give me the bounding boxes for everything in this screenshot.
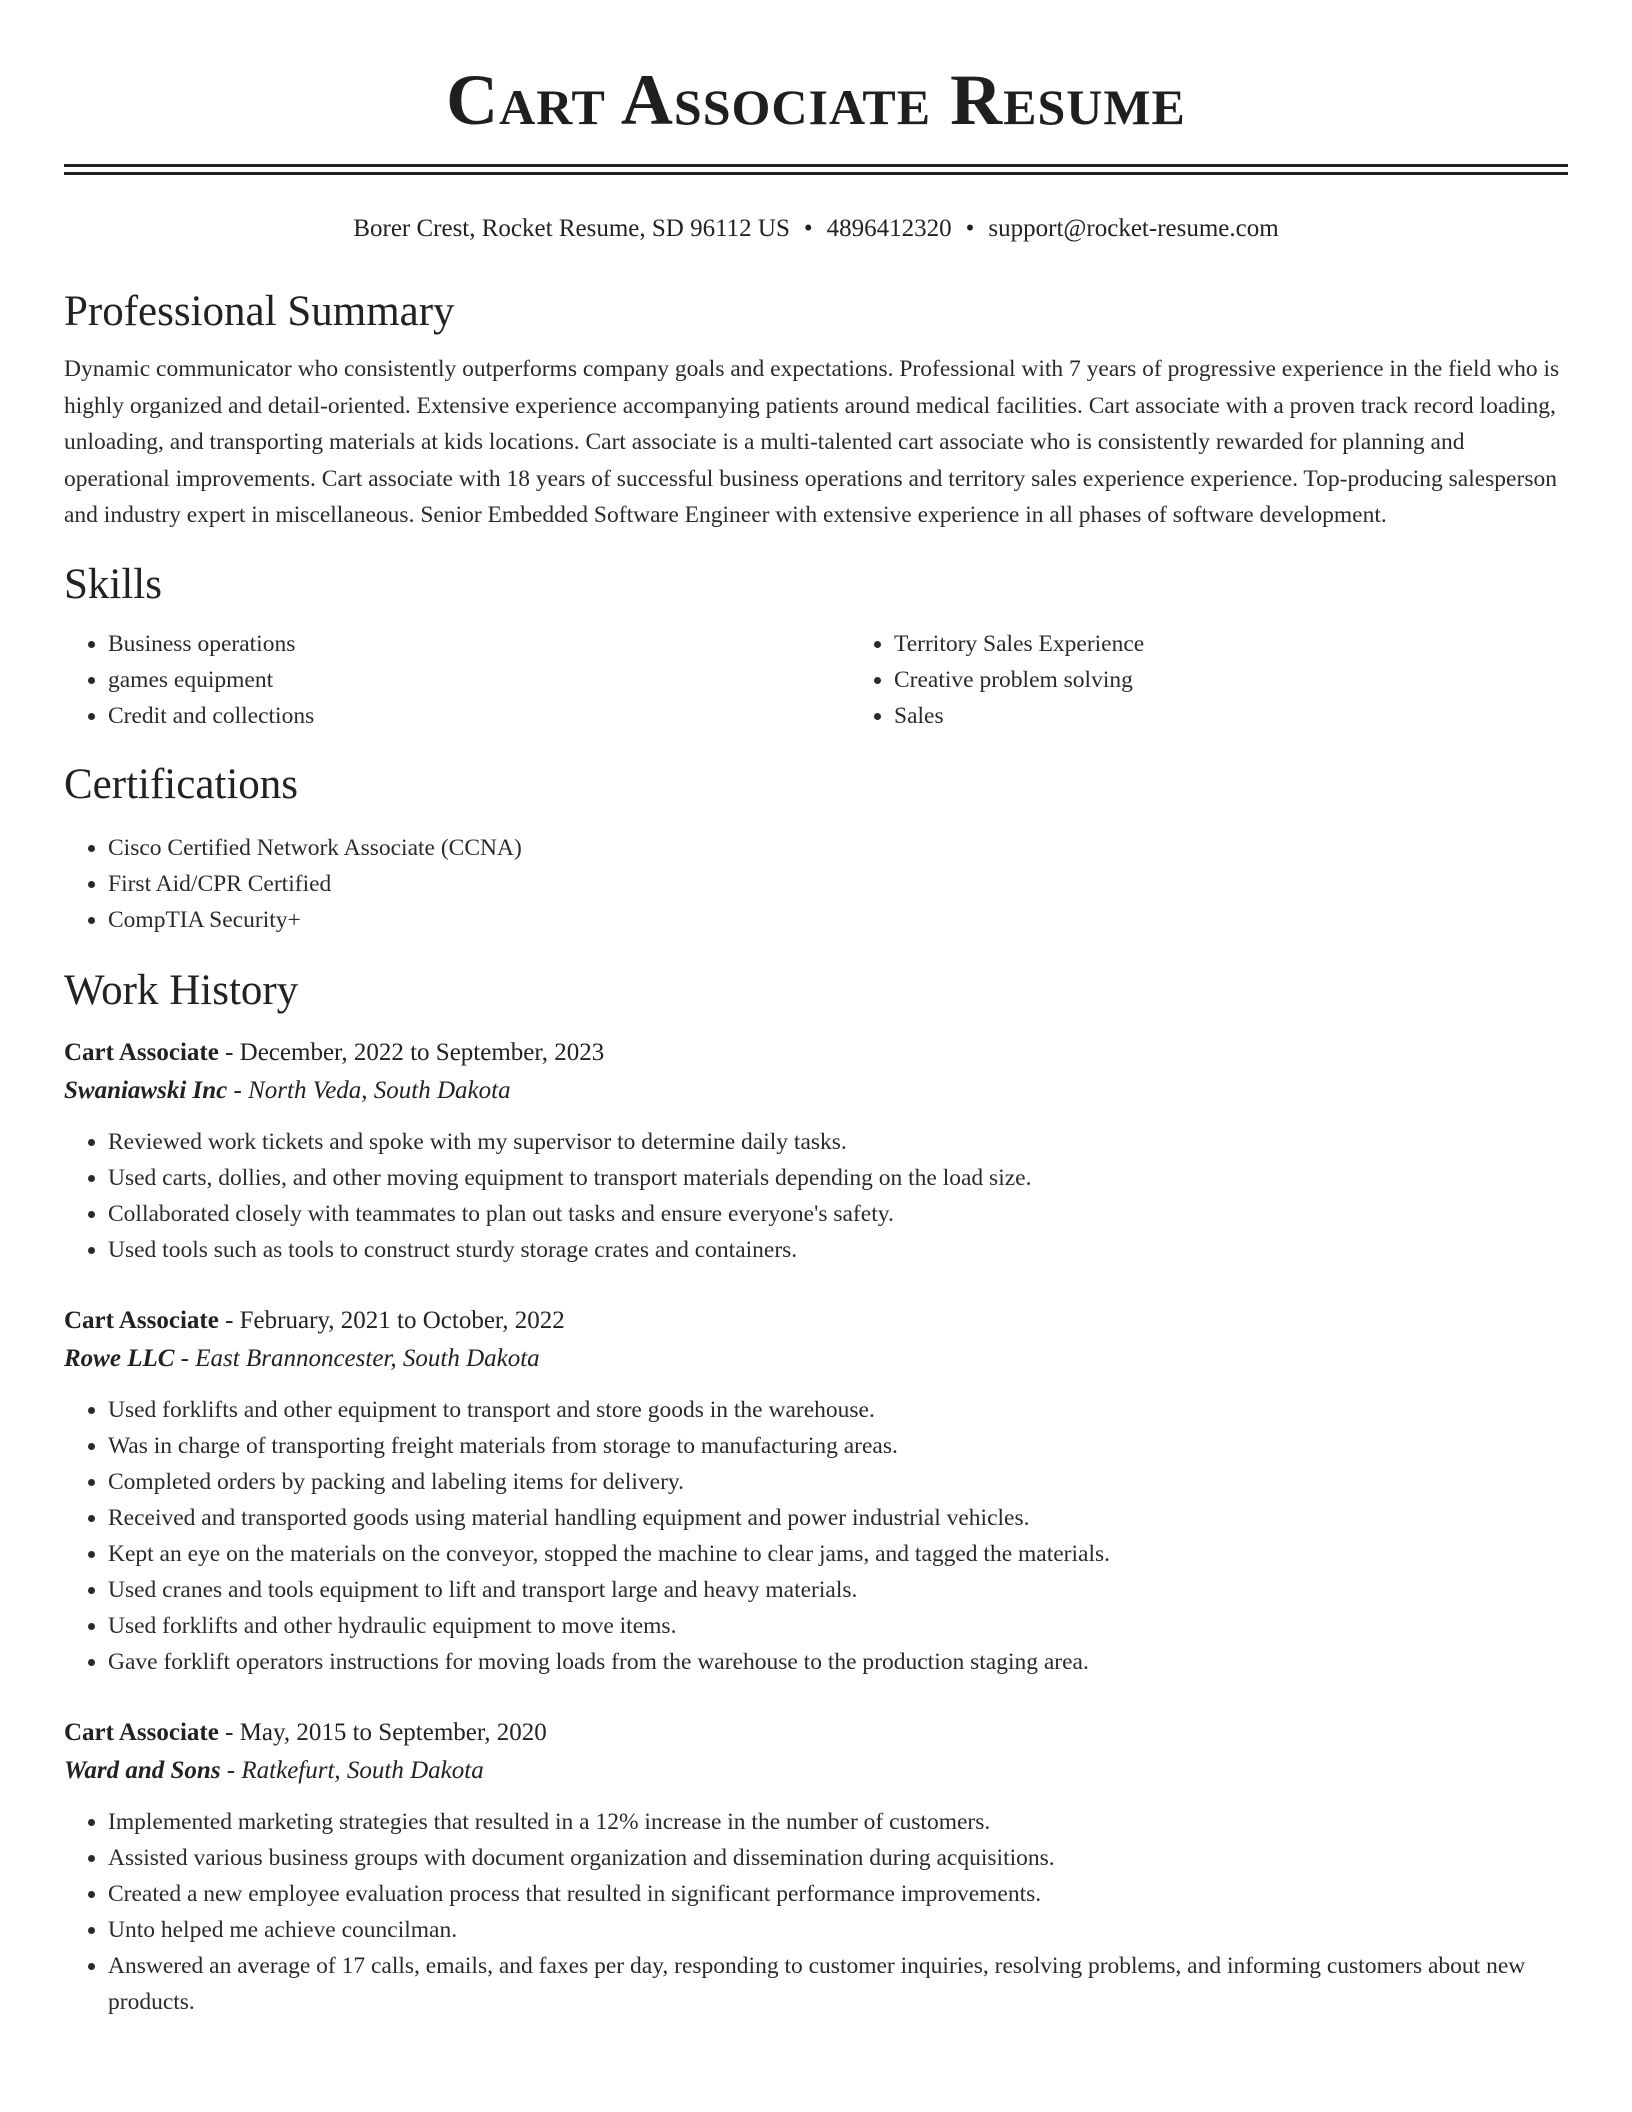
- job-entry: [64, 1302, 1568, 1680]
- job-company: Ward and Sons: [64, 1756, 221, 1784]
- job-role: Cart Associate: [64, 1038, 219, 1066]
- skill-item: • games equipment: [108, 662, 850, 698]
- certification-item: • Cisco Certified Network Associate (CCNA): [108, 830, 1568, 866]
- certifications-heading: Certifications: [64, 760, 299, 808]
- job-company-line: [64, 1072, 1568, 1110]
- contact-phone: 4896412320: [826, 215, 952, 242]
- job-bullet: • Unto helped me achieve councilman.: [108, 1912, 1568, 1948]
- job-role: Cart Associate: [64, 1306, 219, 1334]
- job-dash: -: [227, 1076, 249, 1104]
- job-dash: -: [218, 1718, 240, 1746]
- skill-item: • Creative problem solving: [894, 662, 1632, 698]
- job-location: North Veda, South Dakota: [248, 1076, 511, 1104]
- job-bullet: • Completed orders by packing and labeling items for delivery.: [108, 1464, 1568, 1500]
- job-dates: May, 2015 to September, 2020: [239, 1718, 547, 1746]
- job-bullet: • Used cranes and tools equipment to lift and transport large and heavy materials.: [108, 1572, 1568, 1608]
- job-dates: February, 2021 to October, 2022: [239, 1306, 565, 1334]
- job-bullet: • Used carts, dollies, and other moving equipment to transport materials depending on the load size.: [108, 1160, 1568, 1196]
- job-bullet: • Created a new employee evaluation process that resulted in significant performance improvements.: [108, 1876, 1568, 1912]
- job-company: Rowe LLC: [64, 1344, 175, 1372]
- job-bullets: [64, 1804, 1568, 2020]
- contact-separator: •: [803, 215, 813, 242]
- job-location: East Brannoncester, South Dakota: [195, 1344, 540, 1372]
- certification-item: • CompTIA Security+: [108, 902, 1568, 938]
- skill-item: • Territory Sales Experience: [894, 626, 1632, 662]
- job-dash: -: [218, 1038, 240, 1066]
- job-title-line: [64, 1034, 1568, 1072]
- certification-item: • First Aid/CPR Certified: [108, 866, 1568, 902]
- job-company-line: [64, 1340, 1568, 1378]
- job-bullet: • Assisted various business groups with document organization and dissemination during acquisitions.: [108, 1840, 1568, 1876]
- job-bullet: • Used forklifts and other equipment to transport and store goods in the warehouse.: [108, 1392, 1568, 1428]
- job-bullets: [64, 1124, 1568, 1268]
- job-location: Ratkefurt, South Dakota: [241, 1756, 484, 1784]
- skills-columns: [64, 626, 1568, 734]
- work-history-heading: Work History: [64, 966, 299, 1014]
- contact-address: Borer Crest, Rocket Resume, SD 96112 US: [353, 215, 790, 242]
- job-dash: -: [174, 1344, 196, 1372]
- job-bullet: • Used tools such as tools to construct sturdy storage crates and containers.: [108, 1232, 1568, 1268]
- skills-list-right: [850, 626, 1632, 734]
- title-divider: [64, 164, 1568, 175]
- job-title-line: [64, 1714, 1568, 1752]
- summary-heading: Professional Summary: [64, 288, 455, 335]
- skill-item: • Sales: [894, 698, 1632, 734]
- job-dates: December, 2022 to September, 2023: [239, 1038, 605, 1066]
- job-role: Cart Associate: [64, 1718, 219, 1746]
- certifications-list: [64, 830, 1568, 938]
- job-bullet: • Used forklifts and other hydraulic equipment to move items.: [108, 1608, 1568, 1644]
- summary-text: Dynamic communicator who consistently outperforms company goals and expectations. Professional with 7 years of progressive experience in the field who is highly organized and detail-oriented. Extensive experience accompanying patients around medical facilities. Cart associate with a proven track record loading, unloading, and transporting materials at kids locations. Cart associate is a multi-talented cart associate who is consistently rewarded for planning and operational improvements. Cart associate with 18 years of successful business operations and territory sales experience experience. Top-producing salesperson and industry expert in miscellaneous. Senior Embedded Software Engineer with extensive experience in all phases of software development.: [64, 356, 1560, 528]
- job-bullet: • Reviewed work tickets and spoke with my supervisor to determine daily tasks.: [108, 1124, 1568, 1160]
- job-entry: [64, 1714, 1568, 2020]
- job-dash: -: [218, 1306, 240, 1334]
- skill-item: • Business operations: [108, 626, 850, 662]
- skill-item: • Credit and collections: [108, 698, 850, 734]
- skills-list-left: [64, 626, 850, 734]
- job-entry: [64, 1034, 1568, 1268]
- job-company: Swaniawski Inc: [64, 1076, 228, 1104]
- job-company-line: [64, 1752, 1568, 1790]
- job-bullet: • Collaborated closely with teammates to plan out tasks and ensure everyone's safety.: [108, 1196, 1568, 1232]
- job-title-line: [64, 1302, 1568, 1340]
- job-bullet: • Kept an eye on the materials on the conveyor, stopped the machine to clear jams, and tagged the materials.: [108, 1536, 1568, 1572]
- job-bullet: • Answered an average of 17 calls, emails, and faxes per day, responding to customer inquiries, resolving problems, and informing customers about new products.: [108, 1948, 1568, 2020]
- job-bullet: • Received and transported goods using material handling equipment and power industrial vehicles.: [108, 1500, 1568, 1536]
- skills-heading: Skills: [64, 560, 162, 608]
- contact-email: support@rocket-resume.com: [988, 215, 1279, 242]
- job-bullet: • Implemented marketing strategies that resulted in a 12% increase in the number of customers.: [108, 1804, 1568, 1840]
- job-bullet: • Gave forklift operators instructions for moving loads from the warehouse to the production staging area.: [108, 1644, 1568, 1680]
- job-bullets: [64, 1392, 1568, 1680]
- job-dash: -: [220, 1756, 242, 1784]
- page-title: Cart Associate Resume: [446, 60, 1186, 140]
- contact-separator: •: [965, 215, 975, 242]
- contact-line: [64, 213, 1568, 245]
- job-bullet: • Was in charge of transporting freight materials from storage to manufacturing areas.: [108, 1428, 1568, 1464]
